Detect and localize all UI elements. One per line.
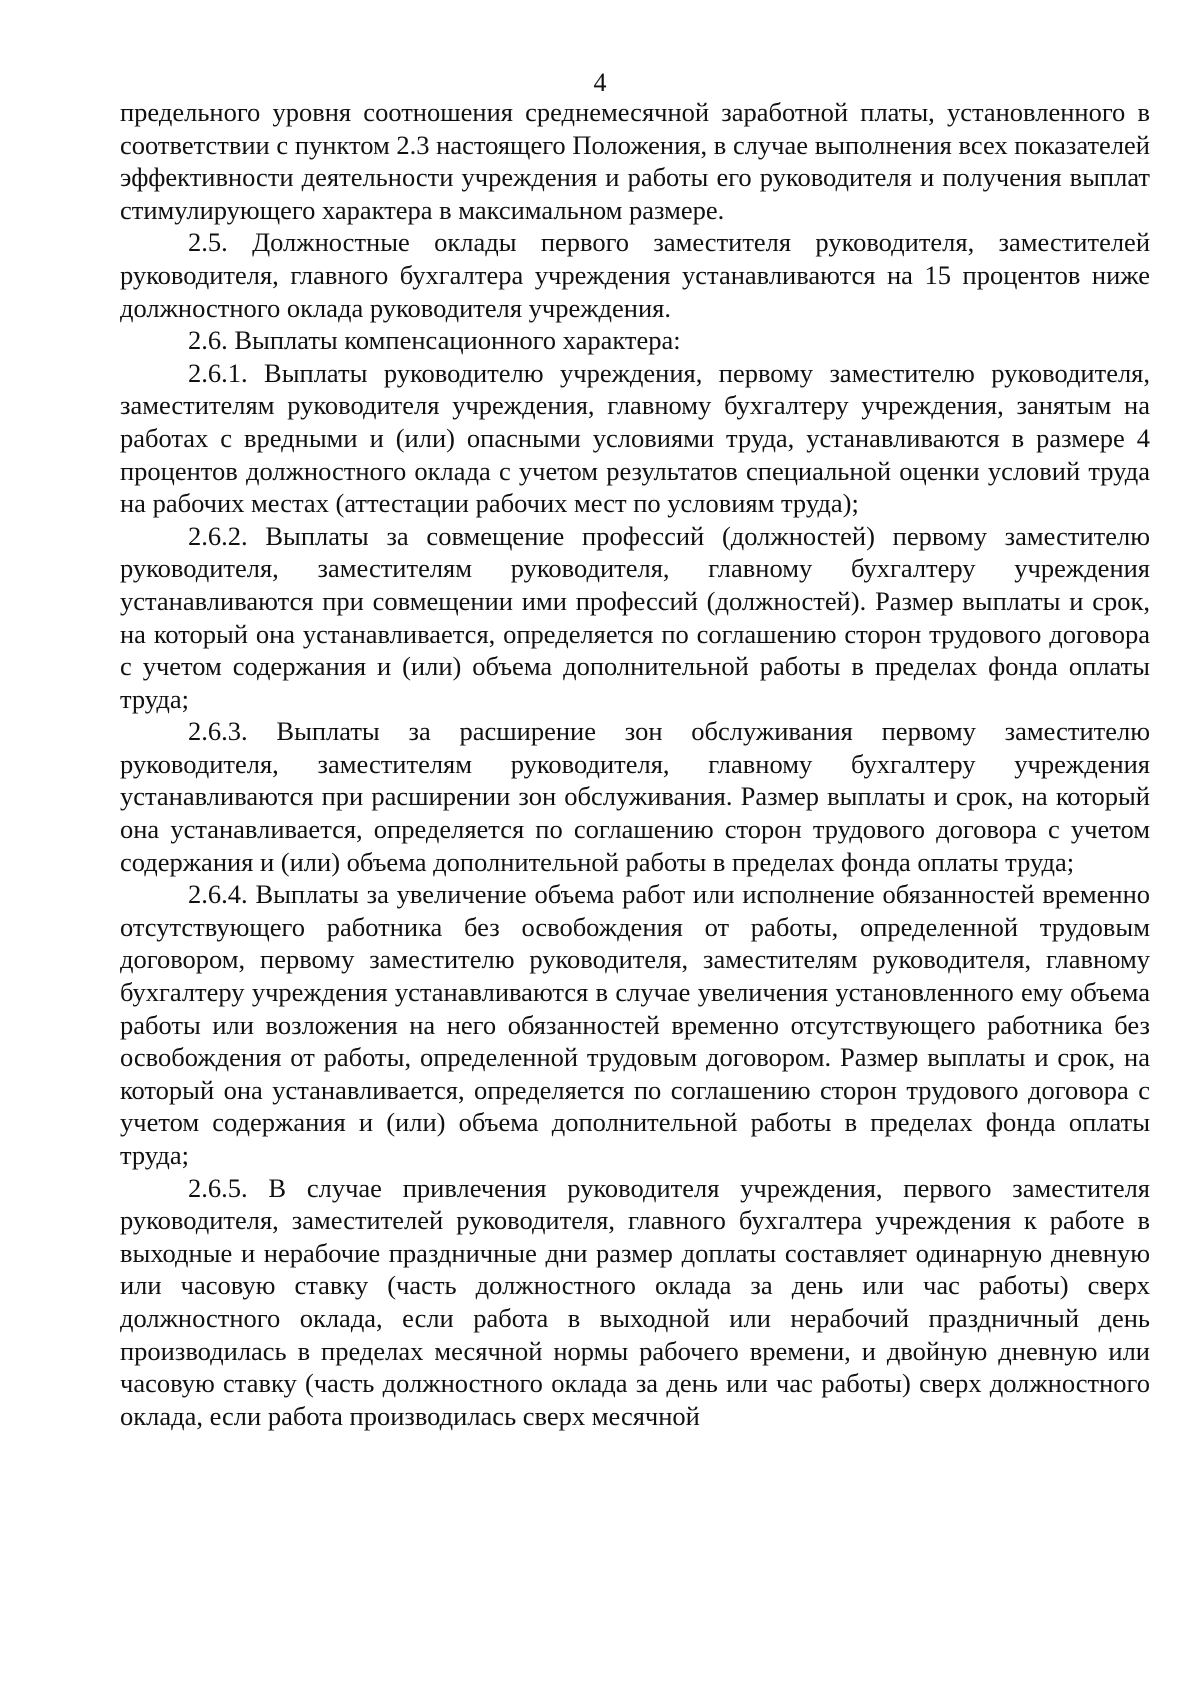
paragraph-continuation: предельного уровня соотношения среднемесячной заработной платы, установленного в соответствии с пунктом 2.3 настоящего Положения, в случае выполнения всех показателей эффективности деятельности учреждения и работы его руководителя и получения выплат стимулирующего характера в максимальном размере. [120,97,1150,225]
paragraph-2-5: 2.5. Должностные оклады первого заместителя руководителя, заместителей руководителя, главного бухгалтера учреждения устанавливаются на 15 процентов ниже должностного оклада руководителя учреждения. [120,227,1150,323]
paragraph-2-6-1: 2.6.1. Выплаты руководителю учреждения, первому заместителю руководителя, заместителям руководителя учреждения, главному бухгалтеру учреждения, занятым на работах с вредными и (или) опасными условиями труда, устанавливаются в размере 4 процентов должностного оклада с учетом результатов специальной оценки условий труда на рабочих местах (аттестации рабочих мест по условиям труда); [120,357,1150,519]
paragraph-2-6-2: 2.6.2. Выплаты за совмещение профессий (должностей) первому заместителю руководителя, заместителям руководителя, главному бухгалтеру учреждения устанавливаются при совмещении ими профессий (должностей). Размер выплаты и срок, на который она устанавливается, определяется по соглашению сторон трудового договора с учетом содержания и (или) объема дополнительной работы в пределах фонда оплаты труда; [120,520,1150,714]
paragraph-2-6-3: 2.6.3. Выплаты за расширение зон обслуживания первому заместителю руководителя, заместителям руководителя, главному бухгалтеру учреждения устанавливаются при расширении зон обслуживания. Размер выплаты и срок, на который она устанавливается, определяется по соглашению сторон трудового договора с учетом содержания и (или) объема дополнительной работы в пределах фонда оплаты труда; [120,716,1150,877]
paragraph-2-6: 2.6. Выплаты компенсационного характера: [188,325,681,356]
document-body [120,96,1150,1432]
page-number: 4 [593,68,607,97]
paragraph-2-6-4: 2.6.4. Выплаты за увеличение объема работ или исполнение обязанностей временно отсутствующего работника без освобождения от работы, определенной трудовым договором, первому заместителю руководителя, заместителям руководителя, главному бухгалтеру учреждения устанавливаются в случае увеличения установленного ему объема работы или возложения на него обязанностей временно отсутствующего работника без освобождения от работы, определенной трудовым договором. Размер выплаты и срок, на который она устанавливается, определяется по соглашению сторон трудового договора с учетом содержания и (или) объема дополнительной работы в пределах фонда оплаты труда; [120,879,1150,1170]
paragraph-2-6-5: 2.6.5. В случае привлечения руководителя учреждения, первого заместителя руководителя, заместителей руководителя, главного бухгалтера учреждения к работе в выходные и нерабочие праздничные дни размер доплаты составляет одинарную дневную или часовую ставку (часть должностного оклада за день или час работы) сверх должностного оклада, если работа в выходной или нерабочий праздничный день производилась в пределах месячной нормы рабочего времени, и двойную дневную или часовую ставку (часть должностного оклада за день или час работы) сверх должностного оклада, если работа производилась сверх месячной [120,1172,1150,1431]
